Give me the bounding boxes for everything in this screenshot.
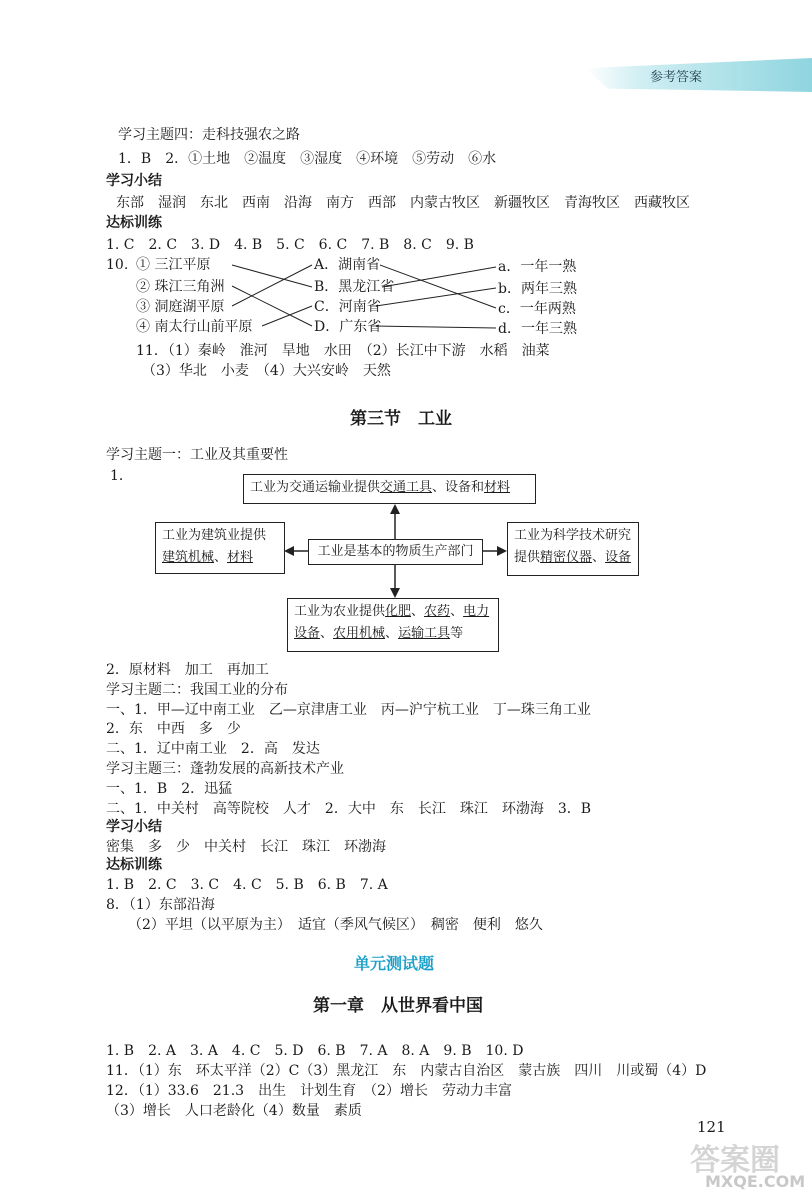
drill-answers-2: 1. B 2. C 3. C 4. C 5. B 6. B 7. A: [106, 877, 388, 893]
q11-line1: 11．（1）秦岭 淮河 旱地 水田 （2）长江中下游 水稻 油菜: [136, 343, 550, 359]
q10-right-d: d．一年三熟: [498, 321, 577, 337]
q10-mid-d: D．广东省: [314, 319, 382, 335]
unit-test-title: 单元测试题: [354, 954, 435, 973]
chapter-title: 第一章 从世界看中国: [313, 996, 483, 1016]
unit-l3: 12．（1）33.6 21.3 出生 计划生育 （2）增长 劳动力丰富: [106, 1083, 512, 1099]
drill-title-2: 达标训练: [106, 857, 162, 873]
flow-box-construction: 工业为建筑业提供 建筑机械、材料: [155, 522, 285, 574]
q10-left-3: ③ 洞庭湖平原: [136, 299, 225, 315]
topic4-title: 学习主题四：走科技强农之路: [118, 127, 300, 143]
flow-box-center: 工业是基本的物质生产部门: [308, 539, 483, 565]
s3-t2-l1: 一、1．甲—辽中南工业 乙—京津唐工业 丙—沪宁杭工业 丁—珠三角工业: [106, 702, 591, 718]
s3-t2-l2: 2．东 中西 多 少: [106, 721, 241, 737]
page-number: 121: [697, 1118, 726, 1136]
drill-answers-1: 1. C 2. C 3. D 4. B 5. C 6. C 7. B 8. C 9. B: [106, 237, 474, 253]
q10-mid-c: C．河南省: [314, 299, 381, 315]
watermark-logo: 答案圈: [690, 1143, 780, 1178]
q10-right-c: c．一年两熟: [498, 301, 576, 317]
s3-t3-l1: 一、1．B 2．迅猛: [106, 781, 233, 797]
unit-l2: 11．（1）东 环太平洋（2）C（3）黑龙江 东 内蒙古自治区 蒙古族 四川 川或蜀（4）D: [106, 1063, 707, 1079]
s3-q8-l2: （2）平坦（以平原为主） 适宜（季风气候区） 稠密 便利 悠久: [128, 917, 543, 933]
summary-text-2: 密集 多 少 中关村 长江 珠江 环渤海: [106, 839, 386, 855]
section3-title: 第三节 工业: [350, 409, 452, 429]
drill-title-1: 达标训练: [106, 215, 162, 231]
s3-q1-label: 1．: [110, 468, 133, 484]
topic4-answer-line: 1．B 2．①土地 ②温度 ③湿度 ④环境 ⑤劳动 ⑥水: [118, 151, 497, 167]
s3-topic2-title: 学习主题二：我国工业的分布: [106, 682, 288, 698]
q10-right-a: a．一年一熟: [498, 259, 577, 275]
q10-left-4: ④ 南太行山前平原: [136, 319, 253, 335]
summary-title-1: 学习小结: [106, 173, 162, 189]
watermark-url: MXQE.COM: [705, 1172, 806, 1191]
summary-title-2: 学习小结: [106, 819, 162, 835]
unit-l1: 1. B 2. A 3. A 4. C 5. D 6. B 7. A 8. A 9. B 10. D: [106, 1043, 524, 1059]
flow-box-science: 工业为科学技术研究 提供精密仪器、设备: [507, 522, 639, 576]
s3-topic3-title: 学习主题三：蓬勃发展的高新技术产业: [106, 761, 344, 777]
q10-mid-a: A．湖南省: [314, 257, 381, 273]
q10-label: 10.: [106, 257, 129, 273]
q11-line2: （3）华北 小麦 （4）大兴安岭 天然: [142, 363, 391, 379]
q10-left-1: ① 三江平原: [136, 257, 211, 273]
q10-mid-b: B．黑龙江省: [314, 279, 395, 295]
s3-t3-l2: 二、1．中关村 高等院校 人才 2．大中 东 长江 珠江 环渤海 3．B: [106, 801, 592, 817]
flow-box-transport: 工业为交通运输业提供交通工具、设备和材料: [243, 474, 536, 504]
s3-t2-l3: 二、1．辽中南工业 2．高 发达: [106, 741, 320, 757]
q10-right-b: b．两年三熟: [498, 281, 577, 297]
q10-left-2: ② 珠江三角洲: [136, 279, 225, 295]
s3-q2: 2．原材料 加工 再加工: [106, 662, 269, 678]
header-label: 参考答案: [650, 70, 703, 85]
summary-text-1: 东部 湿润 东北 西南 沿海 南方 西部 内蒙古牧区 新疆牧区 青海牧区 西藏牧区: [116, 195, 690, 211]
flow-box-agriculture: 工业为农业提供化肥、农药、电力 设备、农用机械、运输工具等: [287, 598, 499, 652]
s3-topic1-title: 学习主题一：工业及其重要性: [106, 447, 288, 463]
s3-q8-l1: 8．（1）东部沿海: [106, 897, 215, 913]
unit-l4: （3）增长 人口老龄化（4）数量 素质: [106, 1103, 362, 1119]
